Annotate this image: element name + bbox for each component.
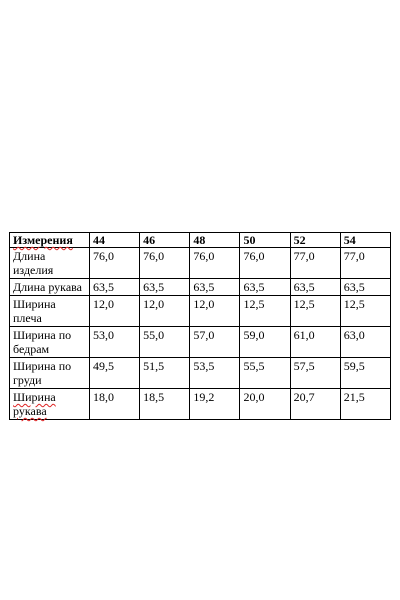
- row-label: Длина рукава: [10, 279, 90, 296]
- size-chart-table: [9, 232, 391, 420]
- table-cell: 76,0: [140, 248, 190, 279]
- table-cell: 55,5: [240, 358, 290, 389]
- table-row-shoulder-width: [10, 296, 391, 327]
- table-cell: 57,5: [290, 358, 340, 389]
- table-cell: 12,5: [340, 296, 390, 327]
- table-cell: 12,0: [190, 296, 240, 327]
- table-row-chest-width: [10, 358, 391, 389]
- table-cell: 12,0: [90, 296, 140, 327]
- table-cell: 57,0: [190, 327, 240, 358]
- table-cell: 53,0: [90, 327, 140, 358]
- table-cell: 63,5: [190, 279, 240, 296]
- header-size-48: 48: [190, 233, 240, 248]
- table-cell: 59,5: [340, 358, 390, 389]
- table-cell: 12,5: [290, 296, 340, 327]
- row-label-text: Ширина рукава: [13, 390, 56, 418]
- table-cell: 20,7: [290, 389, 340, 420]
- table-row-sleeve-width: [10, 389, 391, 420]
- header-size-44: 44: [90, 233, 140, 248]
- table-cell: 20,0: [240, 389, 290, 420]
- table-row-product-length: [10, 248, 391, 279]
- table-header-row: [10, 233, 391, 248]
- header-size-54: 54: [340, 233, 390, 248]
- table-cell: 59,0: [240, 327, 290, 358]
- header-measurements-label: Измерения: [13, 233, 73, 247]
- header-measurements: [10, 233, 90, 248]
- row-label: Ширина по груди: [10, 358, 90, 389]
- table-row-sleeve-length: [10, 279, 391, 296]
- table-cell: 12,0: [140, 296, 190, 327]
- table-cell: 18,0: [90, 389, 140, 420]
- table-cell: 55,0: [140, 327, 190, 358]
- table-cell: 51,5: [140, 358, 190, 389]
- header-size-52: 52: [290, 233, 340, 248]
- table-cell: 63,0: [340, 327, 390, 358]
- table-cell: 77,0: [290, 248, 340, 279]
- table-cell: 76,0: [240, 248, 290, 279]
- table-cell: 63,5: [340, 279, 390, 296]
- table-cell: 21,5: [340, 389, 390, 420]
- row-label: [10, 389, 90, 420]
- row-label: Ширина плеча: [10, 296, 90, 327]
- table-cell: 76,0: [190, 248, 240, 279]
- table-cell: 63,5: [90, 279, 140, 296]
- table-cell: 53,5: [190, 358, 240, 389]
- table-cell: 49,5: [90, 358, 140, 389]
- table-cell: 61,0: [290, 327, 340, 358]
- table-cell: 18,5: [140, 389, 190, 420]
- header-size-46: 46: [140, 233, 190, 248]
- row-label: Ширина по бедрам: [10, 327, 90, 358]
- table-row-hip-width: [10, 327, 391, 358]
- table-cell: 12,5: [240, 296, 290, 327]
- table-cell: 76,0: [90, 248, 140, 279]
- table-cell: 63,5: [240, 279, 290, 296]
- row-label: Длина изделия: [10, 248, 90, 279]
- table-cell: 63,5: [140, 279, 190, 296]
- table-cell: 77,0: [340, 248, 390, 279]
- table-cell: 63,5: [290, 279, 340, 296]
- header-size-50: 50: [240, 233, 290, 248]
- table-cell: 19,2: [190, 389, 240, 420]
